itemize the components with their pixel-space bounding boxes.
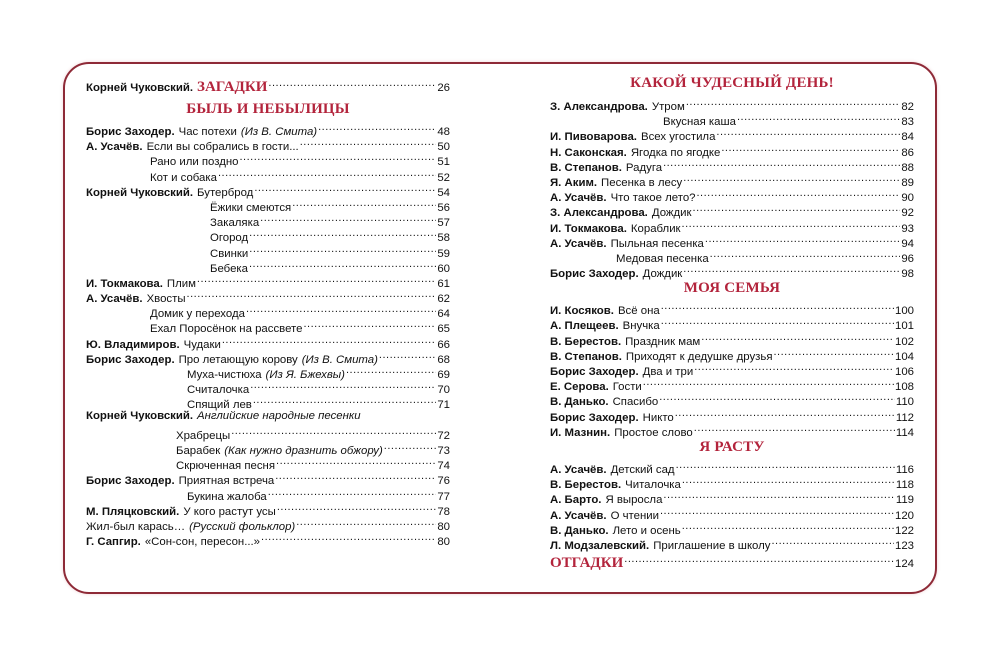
section-heading: Я РАСТУ: [699, 438, 765, 455]
entry-page: 84: [901, 131, 914, 144]
dot-leader: [197, 272, 436, 287]
dot-leader: [705, 232, 900, 247]
dot-leader: [249, 242, 436, 257]
dot-leader: [300, 135, 437, 150]
dot-leader: [686, 95, 901, 110]
entry-page: 92: [901, 207, 914, 220]
entry-page: 78: [437, 505, 450, 518]
entry-title: Приглашение в школу: [653, 539, 771, 552]
dot-leader: [260, 211, 436, 226]
dot-leader: [268, 485, 437, 500]
entry-title: Приходят к дедушке друзья: [625, 350, 773, 363]
entry-page: 56: [437, 201, 450, 214]
left-column: [86, 76, 450, 549]
entry-page: 100: [894, 305, 914, 318]
entry-author: А. Усачёв.: [86, 293, 143, 306]
entry-title: Праздник мам: [625, 335, 701, 348]
entry-title: Ягодка по ягодке: [630, 146, 721, 159]
toc-entry[interactable]: [86, 317, 450, 336]
entry-page: 80: [437, 520, 450, 533]
entry-title: Внучка: [622, 320, 660, 333]
entry-title: Бебека: [210, 262, 248, 275]
toc-entry[interactable]: [550, 95, 914, 113]
dot-leader: [222, 333, 436, 348]
dot-leader: [254, 181, 436, 196]
entry-page: 93: [901, 222, 914, 235]
entry-title: У кого растут усы: [183, 505, 276, 518]
entry-page: 54: [437, 186, 450, 199]
entry-title: Что такое лето?: [610, 192, 696, 205]
entry-author: А. Плещеев.: [550, 320, 619, 333]
entry-author: Л. Модзалевский.: [550, 539, 650, 552]
dot-leader: [250, 378, 436, 393]
entry-title: Домик у перехода: [150, 308, 245, 321]
dot-leader: [660, 504, 894, 519]
entry-note: Английские народные песенки: [197, 409, 361, 422]
entry-page: 94: [901, 237, 914, 250]
entry-author: А. Усачёв.: [550, 192, 607, 205]
entry-page: 66: [437, 338, 450, 351]
dot-leader: [231, 424, 436, 439]
entry-page: 48: [437, 126, 450, 138]
toc-entry[interactable]: [86, 242, 450, 260]
toc-entry[interactable]: [86, 181, 450, 199]
dot-leader: [737, 110, 900, 125]
entry-title: Кот и собака: [150, 171, 217, 184]
entry-page: 52: [437, 171, 450, 184]
entry-author: Корней Чуковский.: [86, 409, 194, 422]
entry-page: 72: [437, 429, 450, 442]
entry-author: Борис Заходер.: [86, 353, 175, 366]
entry-page: 69: [437, 369, 450, 381]
dot-leader: [676, 458, 895, 473]
entry-title: Никто: [642, 411, 674, 424]
entry-author: М. Пляцковский.: [86, 505, 180, 518]
entry-author: Н. Саконская.: [550, 146, 627, 159]
entry-title: Храбрецы: [176, 429, 231, 442]
toc-entry-zagadki[interactable]: [86, 76, 450, 98]
entry-page: 88: [901, 161, 914, 174]
entry-page: 57: [437, 217, 450, 230]
dot-leader: [663, 156, 900, 171]
entry-page: 51: [437, 156, 450, 169]
entry-author: Е. Серова.: [550, 381, 609, 394]
toc-entry[interactable]: [86, 166, 450, 184]
dot-leader: [318, 120, 436, 135]
entry-page: 89: [901, 176, 914, 189]
entry-title: Я выросла: [605, 494, 663, 507]
entry-title: Кораблик: [630, 222, 681, 235]
entry-author: В. Данько.: [550, 524, 609, 537]
entry-author: З. Александрова.: [550, 207, 648, 220]
entry-title: Жил-был карась…: [86, 520, 186, 533]
dot-leader: [643, 375, 894, 390]
entry-title: Радуга: [625, 161, 663, 174]
entry-page: 118: [895, 479, 914, 492]
entry-title: Свинки: [210, 247, 249, 260]
entry-author: Борис Заходер.: [550, 411, 639, 424]
entry-page: 112: [895, 411, 914, 424]
entry-title: Всех угостила: [640, 131, 716, 144]
entry-title: Спящий лев: [187, 399, 252, 412]
entry-title: Пыльная песенка: [610, 237, 704, 250]
toc-entry[interactable]: [86, 211, 450, 230]
dot-leader: [683, 171, 900, 186]
dot-leader: [275, 469, 436, 484]
section-entries: [86, 120, 450, 549]
entry-title: Скрюченная песня: [176, 460, 276, 473]
entry-title: Два и три: [642, 366, 694, 378]
entry-title: Детский сад: [610, 463, 675, 476]
entry-note: (Из Я. Бжехвы): [265, 369, 345, 381]
entry-page: 60: [437, 262, 450, 275]
entry-title: Час потехи: [178, 126, 237, 138]
entry-author: Борис Заходер.: [550, 366, 639, 378]
entry-author: В. Берестов.: [550, 335, 622, 348]
entry-author: Ю. Владимиров.: [86, 338, 180, 351]
entry-title: Закаляка: [210, 217, 260, 230]
entry-page: 120: [894, 509, 914, 522]
entry-title: Гости: [612, 381, 642, 394]
entry-note: (Русский фольклор): [189, 520, 296, 533]
section-entries: [550, 299, 914, 439]
dot-leader: [187, 287, 437, 302]
entry-title: Спасибо: [612, 396, 659, 409]
toc-entry[interactable]: [86, 333, 450, 351]
entry-page: 116: [895, 463, 914, 476]
toc-entry[interactable]: [550, 458, 914, 476]
entry-title: Плим: [166, 277, 196, 290]
entry-title: Вкусная каша: [663, 116, 736, 129]
toc-entry[interactable]: [550, 299, 914, 318]
toc-entry[interactable]: [550, 262, 914, 281]
entry-title: Дождик: [651, 207, 692, 220]
dot-leader: [682, 473, 895, 488]
toc-entry[interactable]: [86, 500, 450, 518]
entry-page: 96: [901, 252, 914, 265]
entry-title: Приятная встреча: [178, 475, 275, 488]
entry-page: 114: [895, 426, 914, 439]
entry-author: А. Усачёв.: [550, 237, 607, 250]
entry-author: Корней Чуковский.: [86, 82, 194, 94]
section-heading: КАКОЙ ЧУДЕСНЫЙ ДЕНЬ!: [630, 75, 834, 91]
dot-leader: [249, 257, 436, 272]
entry-title: Если вы собрались в гости...: [146, 141, 299, 154]
entry-page: 80: [437, 536, 450, 549]
entry-title: Чудаки: [183, 338, 221, 351]
dot-leader: [268, 76, 436, 91]
entry-section-title: ОТГАДКИ: [550, 555, 624, 572]
toc-entry[interactable]: [86, 393, 450, 412]
dot-leader: [701, 330, 894, 345]
dot-leader: [277, 500, 437, 515]
entry-author: И. Мазнин.: [550, 426, 611, 439]
entry-author: А. Усачёв.: [550, 509, 607, 522]
entry-title: Медовая песенка: [616, 252, 709, 265]
entry-page: 68: [437, 353, 450, 366]
dot-leader: [296, 515, 436, 530]
entry-page: 123: [894, 539, 914, 552]
dot-leader: [246, 302, 436, 317]
entry-page: 73: [437, 444, 450, 457]
entry-title: О чтении: [610, 509, 659, 522]
entry-title: Про летающую корову: [178, 353, 298, 366]
entry-author: З. Александрова.: [550, 101, 648, 113]
dot-leader: [276, 454, 436, 469]
section-entries: [550, 95, 914, 281]
toc-entry[interactable]: [86, 226, 450, 245]
entry-page: 71: [437, 399, 450, 412]
dot-leader: [661, 314, 894, 329]
entry-author: И. Токмакова.: [550, 222, 627, 235]
dot-leader: [710, 247, 901, 262]
entry-page: 76: [437, 475, 450, 488]
entry-title: Огород: [210, 232, 249, 245]
section-entries: [550, 458, 914, 552]
entry-title: Ёжики смеются: [210, 201, 292, 214]
entry-author: И. Косяков.: [550, 305, 614, 318]
entry-author: И. Пивоварова.: [550, 131, 637, 144]
entry-author: А. Усачёв.: [550, 463, 607, 476]
entry-author: Борис Заходер.: [86, 475, 175, 488]
dot-leader: [663, 488, 894, 503]
entry-author: Корней Чуковский.: [86, 186, 194, 199]
entry-page: 59: [437, 247, 450, 260]
entry-page: 50: [437, 141, 450, 154]
entry-author: А. Барто.: [550, 494, 602, 507]
dot-leader: [694, 421, 895, 436]
dot-leader: [303, 317, 436, 332]
entry-title: Барабек: [176, 444, 221, 457]
dot-leader: [693, 201, 901, 216]
entry-title: Простое слово: [614, 426, 693, 439]
dot-leader: [253, 393, 436, 408]
entry-page: 108: [894, 381, 914, 394]
dot-leader: [292, 196, 436, 211]
entry-page: 61: [437, 277, 450, 290]
entry-page: 26: [437, 82, 450, 94]
entry-author: В. Степанов.: [550, 161, 622, 174]
entry-title: Бутерброд: [197, 186, 254, 199]
toc-entry[interactable]: [550, 125, 914, 144]
dot-leader: [682, 217, 901, 232]
entry-note: (Из В. Смита): [301, 353, 378, 366]
entry-page: 98: [901, 268, 914, 281]
entry-page: 119: [895, 494, 914, 507]
dot-leader: [218, 166, 436, 181]
dot-leader: [384, 439, 437, 454]
dot-leader: [682, 519, 894, 534]
toc-entry[interactable]: [86, 257, 450, 275]
section-heading: МОЯ СЕМЬЯ: [683, 280, 781, 297]
toc-entry-otgadki[interactable]: [550, 552, 914, 574]
entry-page: 86: [901, 146, 914, 159]
entry-title: Всё она: [617, 305, 660, 318]
section-heading: БЫЛЬ И НЕБЫЛИЦЫ: [186, 101, 350, 117]
entry-page: 122: [894, 524, 914, 537]
entry-page: 110: [895, 396, 914, 409]
dot-leader: [716, 125, 900, 140]
entry-title: Муха-чистюха: [187, 369, 262, 381]
dot-leader: [697, 186, 901, 201]
entry-title: Считалочка: [187, 384, 250, 397]
entry-title: Ехал Поросёнок на рассвете: [150, 323, 303, 336]
entry-section-title: ЗАГАДКИ: [197, 79, 268, 95]
entry-title: Хвосты: [146, 293, 186, 306]
entry-title: Читалочка: [625, 479, 681, 492]
entry-page: 124: [894, 558, 914, 571]
entry-author: Я. Аким.: [550, 176, 598, 189]
entry-author: В. Берестов.: [550, 479, 622, 492]
entry-title: Песенка в лесу: [601, 176, 683, 189]
right-column: [550, 76, 914, 574]
entry-page: 74: [437, 460, 450, 473]
toc-entry[interactable]: [86, 439, 450, 457]
dot-leader: [721, 141, 900, 156]
toc-entry[interactable]: [86, 120, 450, 138]
entry-page: 65: [437, 323, 450, 336]
entry-author: В. Данько.: [550, 396, 609, 409]
dot-leader: [661, 299, 894, 314]
entry-note: (Из В. Смита): [240, 126, 318, 138]
entry-author: В. Степанов.: [550, 350, 622, 363]
toc-entry[interactable]: [86, 424, 450, 442]
toc-entry[interactable]: [86, 409, 450, 424]
entry-page: 102: [894, 335, 914, 348]
entry-author: А. Усачёв.: [86, 141, 143, 154]
entry-page: 101: [894, 320, 914, 333]
dot-leader: [675, 406, 895, 421]
entry-page: 83: [901, 116, 914, 129]
entry-title: Букина жалоба: [187, 490, 267, 503]
entry-title: Рано или поздно: [150, 156, 239, 169]
entry-title: «Сон-сон, пересон...»: [144, 536, 261, 549]
entry-page: 62: [437, 293, 450, 306]
entry-page: 77: [437, 490, 450, 503]
entry-page: 82: [901, 101, 914, 113]
entry-page: 58: [437, 232, 450, 245]
toc-entry[interactable]: [86, 378, 450, 397]
entry-note: (Как нужно дразнить обжору): [224, 444, 383, 457]
entry-title: Лето и осень: [612, 524, 681, 537]
dot-leader: [624, 552, 894, 567]
dot-leader: [261, 530, 436, 545]
dot-leader: [240, 150, 437, 165]
dot-leader: [683, 262, 900, 277]
dot-leader: [694, 360, 894, 375]
entry-title: Дождик: [642, 268, 683, 281]
dot-leader: [346, 363, 436, 378]
dot-leader: [659, 390, 895, 405]
entry-page: 64: [437, 308, 450, 321]
dot-leader: [249, 226, 436, 241]
entry-page: 70: [437, 384, 450, 397]
entry-title: Утром: [651, 101, 685, 113]
entry-page: 104: [894, 350, 914, 363]
dot-leader: [774, 345, 894, 360]
dot-leader: [771, 534, 894, 549]
dot-leader: [379, 348, 436, 363]
entry-author: Борис Заходер.: [550, 268, 639, 281]
entry-page: 90: [901, 192, 914, 205]
toc-entry[interactable]: [86, 272, 450, 290]
entry-author: Борис Заходер.: [86, 126, 175, 138]
entry-author: И. Токмакова.: [86, 277, 163, 290]
entry-page: 106: [894, 366, 914, 378]
entry-author: Г. Сапгир.: [86, 536, 141, 549]
